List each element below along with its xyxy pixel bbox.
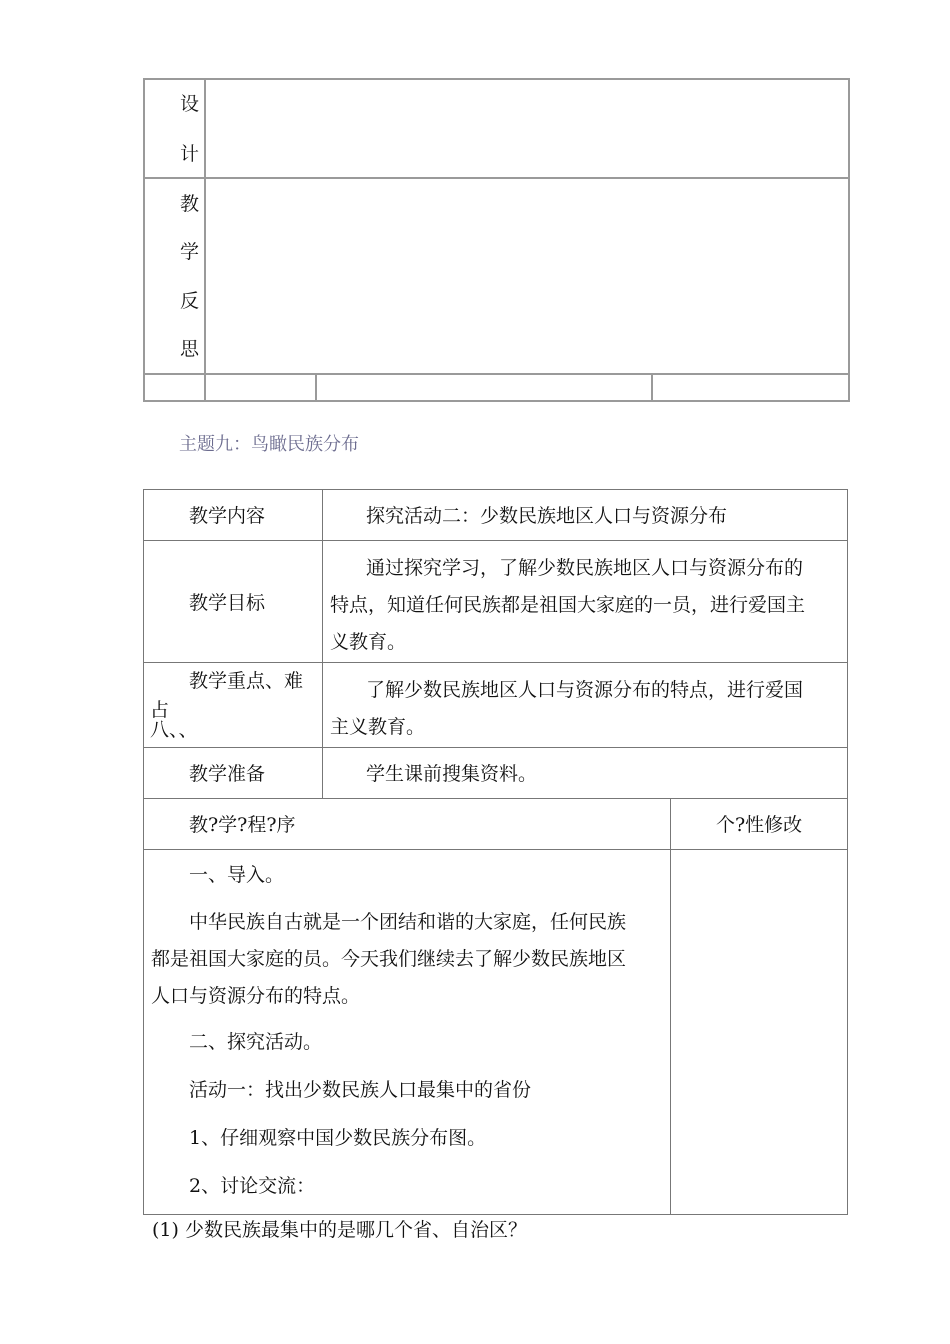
lesson-table-border bbox=[847, 489, 848, 1215]
activity-one: 活动一：找出少数民族人口最集中的省份 bbox=[189, 1079, 532, 1101]
reflection-label-char: 思 bbox=[180, 338, 200, 360]
top-table-col-divider bbox=[651, 373, 653, 400]
prep-label: 教学准备 bbox=[189, 763, 266, 785]
lesson-table-row-divider bbox=[143, 662, 848, 663]
top-table-frame bbox=[143, 78, 850, 402]
lesson-table-col-divider bbox=[322, 489, 323, 798]
reflection-label-char: 学 bbox=[180, 241, 200, 263]
section-heading: 主题九：鸟瞰民族分布 bbox=[179, 434, 359, 455]
step-one: 1、仔细观察中国少数民族分布图。 bbox=[189, 1127, 487, 1149]
lesson-table-border bbox=[143, 489, 848, 490]
lesson-table-border bbox=[143, 489, 144, 1215]
prep-value: 学生课前搜集资料。 bbox=[366, 763, 538, 785]
reflection-label-char: 反 bbox=[180, 290, 200, 312]
key-label-line: 占 bbox=[150, 699, 170, 721]
lesson-table-row-divider bbox=[143, 798, 848, 799]
goal-label: 教学目标 bbox=[189, 592, 266, 614]
process-header-left: 教?学?程?序 bbox=[189, 814, 296, 836]
goal-line: 义教育。 bbox=[330, 631, 407, 653]
lesson-table-row-divider bbox=[143, 849, 848, 850]
goal-line: 特点，知道任何民族都是祖国大家庭的一员，进行爱国主 bbox=[330, 594, 806, 616]
intro-line: 人口与资源分布的特点。 bbox=[151, 985, 361, 1007]
step-two: 2、讨论交流： bbox=[189, 1175, 316, 1197]
content-value: 探究活动二：少数民族地区人口与资源分布 bbox=[366, 505, 728, 527]
design-label-char: 设 bbox=[180, 93, 200, 115]
goal-line: 通过探究学习，了解少数民族地区人口与资源分布的 bbox=[366, 557, 804, 579]
key-line: 了解少数民族地区人口与资源分布的特点，进行爱国 bbox=[366, 679, 804, 701]
intro-title: 一、导入。 bbox=[189, 864, 285, 886]
top-table-col-divider bbox=[204, 78, 206, 400]
key-label-line: 教学重点、难 bbox=[189, 670, 304, 692]
lesson-table-row-divider bbox=[143, 747, 848, 748]
design-label-char: 计 bbox=[180, 143, 200, 165]
intro-line: 都是祖国大家庭的员。今天我们继续去了解少数民族地区 bbox=[151, 948, 627, 970]
top-table-row-divider bbox=[143, 177, 848, 179]
intro-line: 中华民族自古就是一个团结和谐的大家庭，任何民族 bbox=[189, 911, 627, 933]
key-label-line: 八、、 bbox=[150, 719, 198, 741]
lesson-table-col-divider bbox=[670, 798, 671, 1214]
reflection-label-char: 教 bbox=[180, 193, 200, 215]
process-header-right: 个?性修改 bbox=[716, 814, 803, 836]
top-table-col-divider bbox=[315, 373, 317, 400]
content-label: 教学内容 bbox=[189, 505, 266, 527]
footer-question: (1) 少数民族最集中的是哪几个省、自治区？ bbox=[152, 1219, 527, 1241]
explore-title: 二、探究活动。 bbox=[189, 1031, 323, 1053]
top-table-row-divider bbox=[143, 373, 848, 375]
key-line: 主义教育。 bbox=[330, 716, 426, 738]
lesson-table-row-divider bbox=[143, 540, 848, 541]
